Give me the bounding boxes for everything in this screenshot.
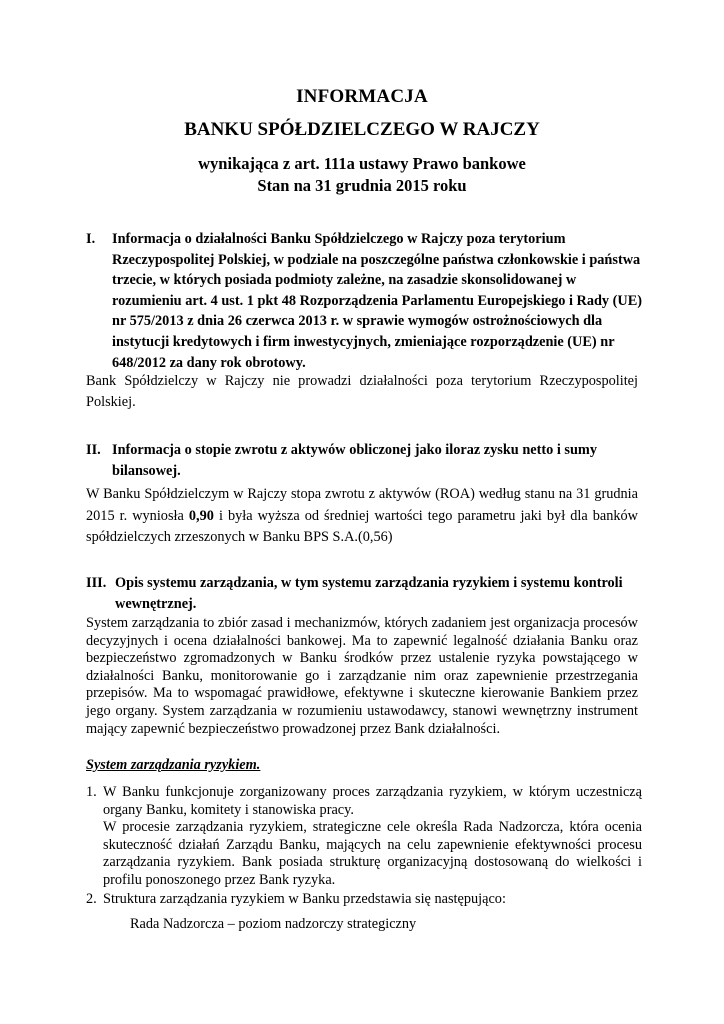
list-item-text-continued: W procesie zarządzania ryzykiem, strategiczne cele określa Rada Nadzorcza, która ocenia skuteczność działań Zarządu Banku, mających na celu zapewnienie efektywności procesu zarządzania ryzykiem. Bank posiada strukturę organizacyjną dostosowaną do wielkości i profilu ponoszonego przez Bank ryzyka. <box>103 819 642 888</box>
risk-system-subheading: System zarządzania ryzykiem. <box>86 757 261 773</box>
section-1-text: Bank Spółdzielczy w Rajczy nie prowadzi działalności poza terytorium Rzeczypospolitej Polskiej. <box>86 373 638 410</box>
section-2-number: II. <box>86 442 101 458</box>
list-item-number: 1. <box>86 784 97 800</box>
roa-text-after: i była wyższa od średniej wartości tego parametru jaki był dla banków spółdzielczych zrzeszonych w Banku BPS S.A.(0,56) <box>86 507 638 545</box>
report-date: Stan na 31 grudnia 2015 roku <box>257 176 467 195</box>
section-3-number: III. <box>86 575 107 591</box>
legal-basis: wynikająca z art. 111a ustawy Prawo bankowe <box>198 154 526 173</box>
list-item-number: 2. <box>86 891 97 907</box>
section-1-title: Informacja o działalności Banku Spółdzielczego w Rajczy poza terytorium Rzeczypospolitej Polskiej, w podziale na poszczególne państwa członkowskie i państwa trzecie, w których posiada podmioty zależne, na zasadzie skonsolidowanej w rozumieniu art. 4 ust. 1 pkt 48 Rozporządzenia Parlamentu Europejskiego i Rady (UE) nr 575/2013 z dnia 26 czerwca 2013 r. w sprawie wymogów ostrożnościowych dla instytucji kredytowych i firm inwestycyjnych, zmieniające rozporządzenie (UE) nr 648/2012 za dany rok obrotowy. <box>112 231 643 371</box>
section-2-heading <box>86 440 646 481</box>
list-item-text: Struktura zarządzania ryzykiem w Banku przedstawia się następująco: <box>103 891 506 907</box>
roa-value: 0,90 <box>188 507 214 524</box>
list-item <box>86 784 642 890</box>
structure-line: Rada Nadzorcza – poziom nadzorczy strategiczny <box>130 916 417 932</box>
section-3-heading <box>86 573 646 614</box>
section-2-text <box>86 484 638 549</box>
section-2-title: Informacja o stopie zwrotu z aktywów obliczonej jako iloraz zysku netto i sumy bilansowej. <box>112 442 597 479</box>
bank-name: BANKU SPÓŁDZIELCZEGO W RAJCZY <box>184 119 540 140</box>
document-title: INFORMACJA <box>296 86 428 107</box>
section-1-heading <box>86 229 646 373</box>
list-item-text: W Banku funkcjonuje zorganizowany proces zarządzania ryzykiem, w którym uczestniczą organy Banku, komitety i stanowiska pracy. <box>103 784 642 818</box>
section-3-text: System zarządzania to zbiór zasad i mechanizmów, których zadaniem jest organizacja procesów decyzyjnych i ocena działalności bankowej. Ma to zapewnić legalność działania Banku oraz bezpieczeństwo zgromadzonych w Banku środków przez ustalenie ryzyka powstającego w działalności Banku, monitorowanie go i zarządzanie nim oraz zapewnienie przestrzegania przepisów. Ma to wspomagać prawidłowe, efektywne i skuteczne kierowanie Bankiem przez jego organy. System zarządzania w rozumieniu ustawodawcy, stanowi wewnętrzny instrument mający zapewnić bezpieczeństwo prowadzonej przez Bank działalności. <box>86 615 638 737</box>
section-1-number: I. <box>86 231 96 247</box>
section-3-title: Opis systemu zarządzania, w tym systemu zarządzania ryzykiem i systemu kontroli wewnętrznej. <box>115 575 623 612</box>
list-item <box>86 891 642 909</box>
roa-text-before: W Banku Spółdzielczym w Rajczy stopa zwrotu z aktywów (ROA) według stanu na 31 grudnia 2015 r. wyniosła <box>86 486 638 524</box>
